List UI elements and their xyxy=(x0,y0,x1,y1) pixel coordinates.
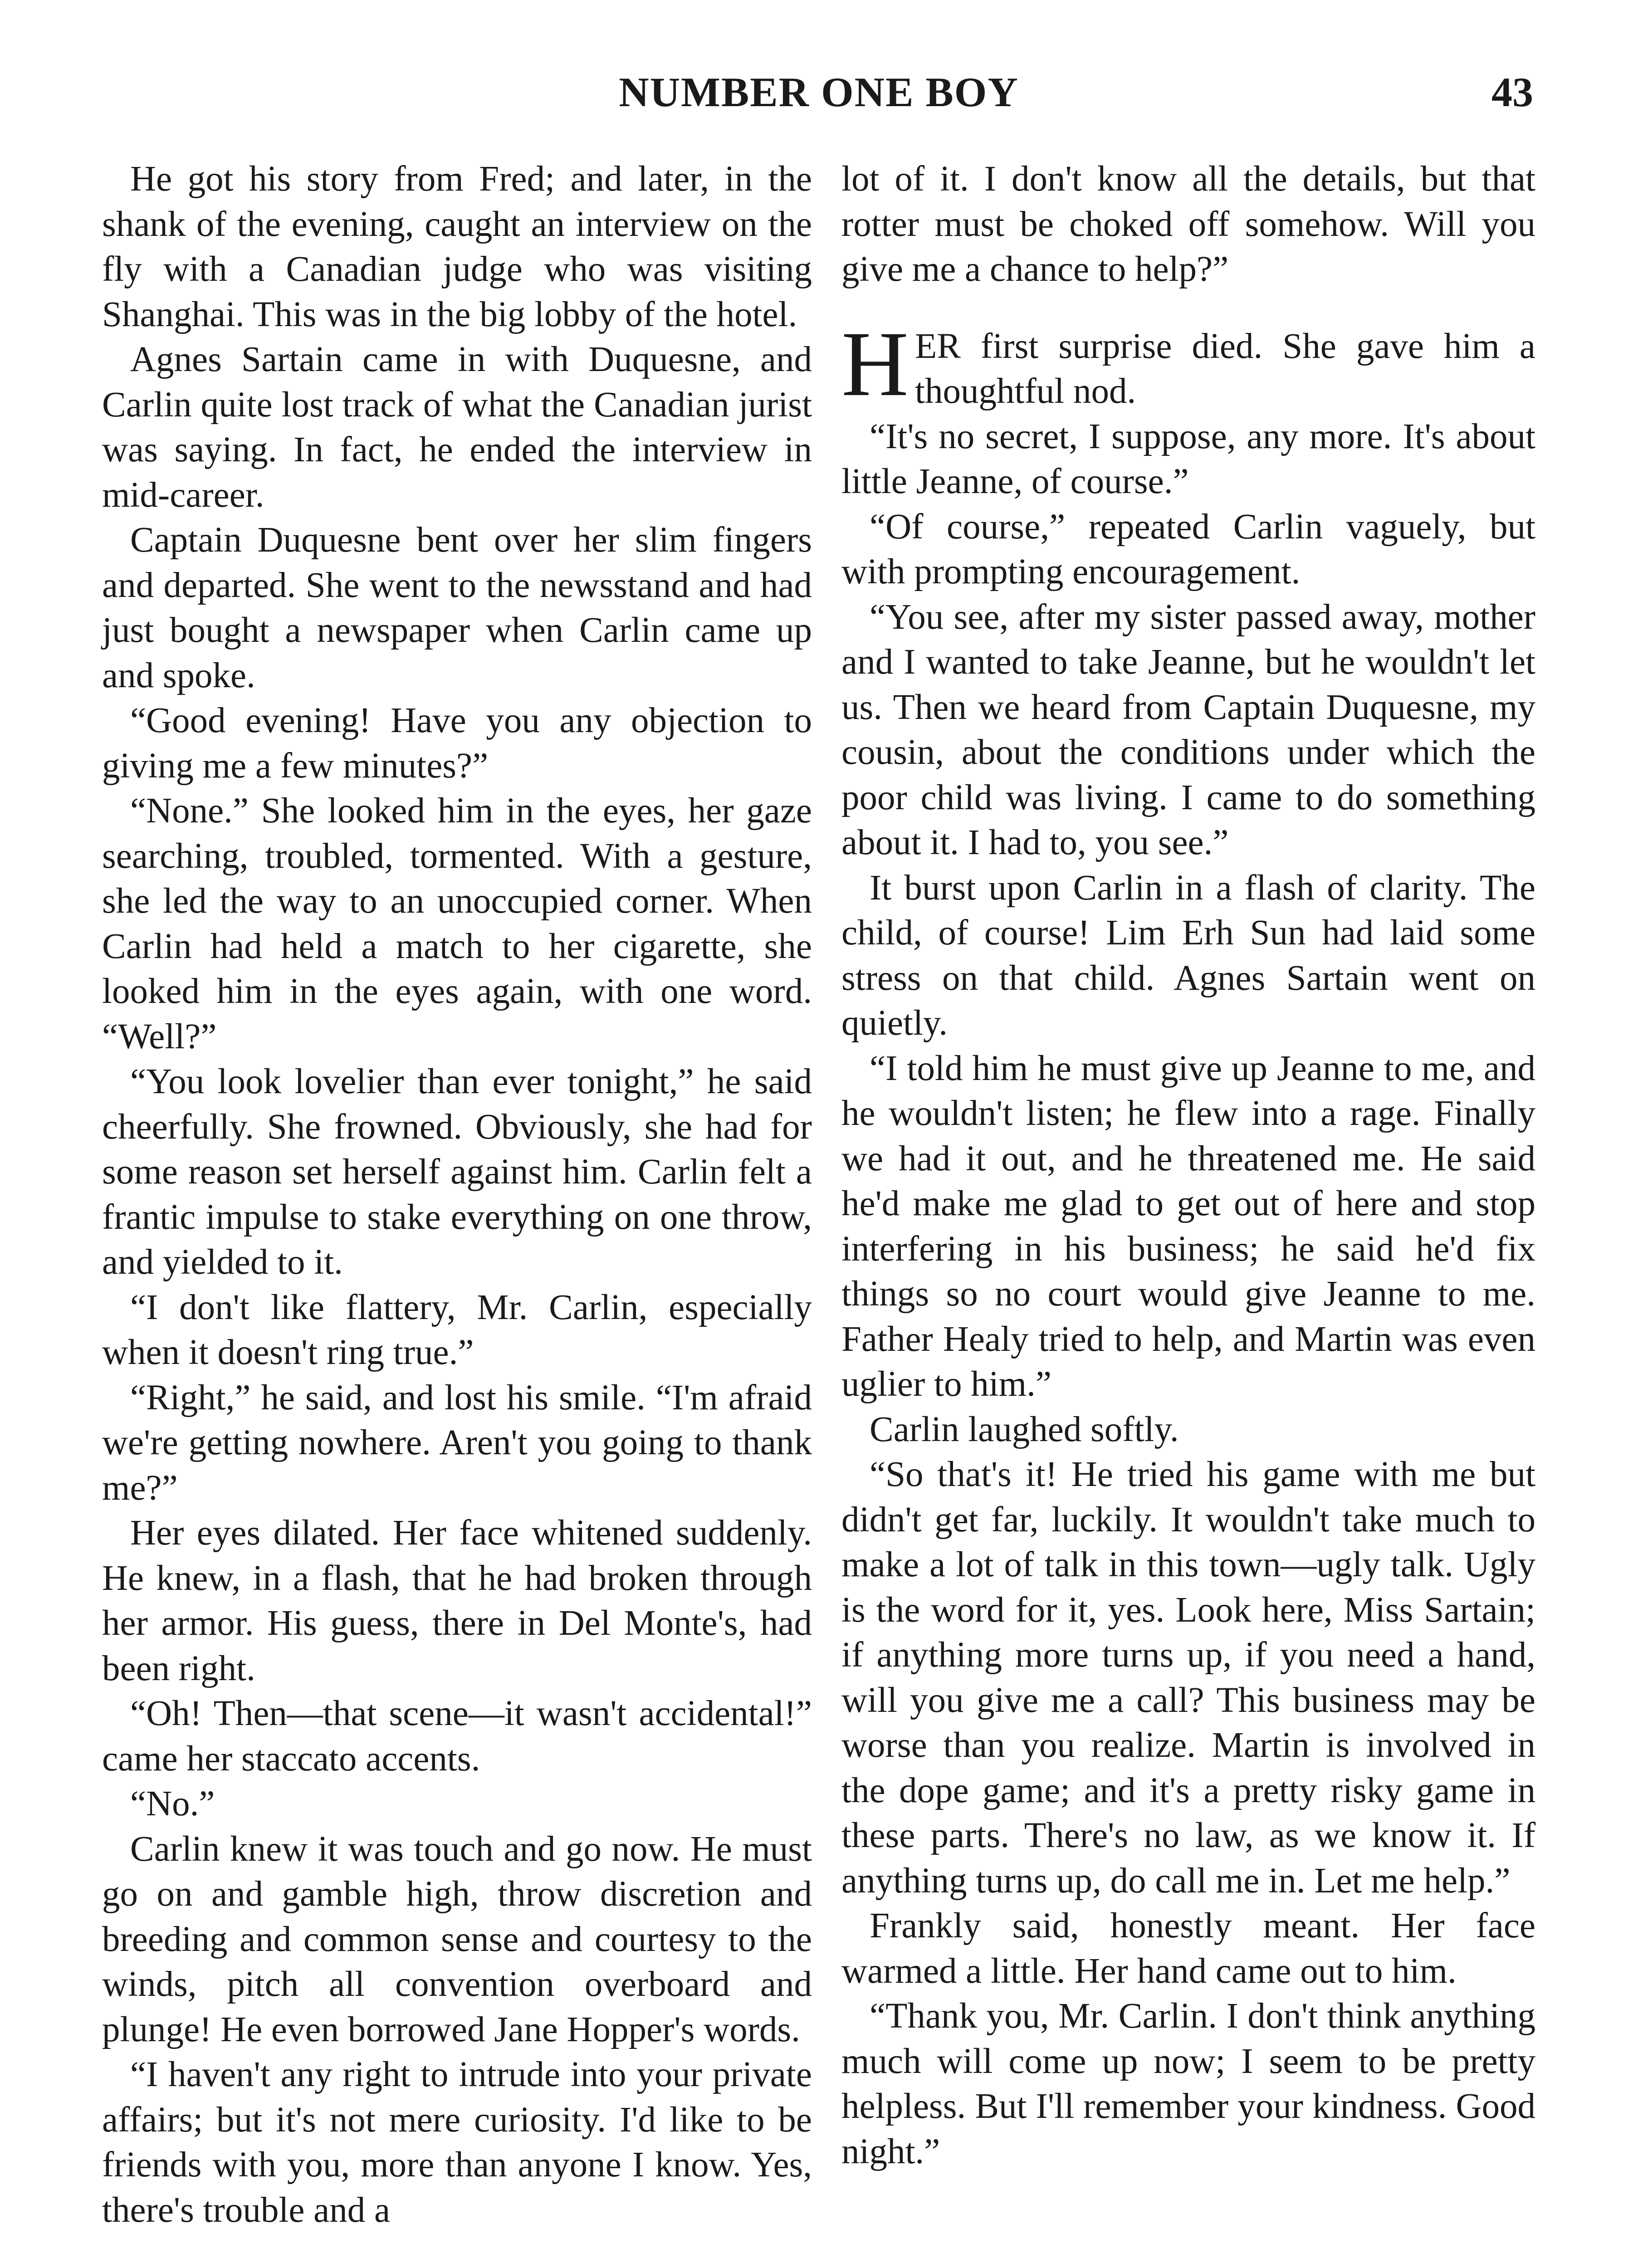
paragraph: Captain Duquesne bent over her slim fingers and departed. She went to the newsstand and had just bought a newspaper when Carlin came up and spoke. xyxy=(102,520,812,695)
paragraph: “Of course,” repeated Carlin vaguely, but with prompting encouragement. xyxy=(841,507,1535,591)
paragraph: “Good evening! Have you any objection to giving me a few minutes?” xyxy=(102,701,812,786)
paragraph: Carlin laughed softly. xyxy=(870,1409,1179,1449)
paragraph: Frankly said, honestly meant. Her face warmed a little. Her hand came out to him. xyxy=(841,1906,1535,1991)
paragraph: “None.” She looked him in the eyes, her gaze searching, troubled, tormented. With a gesture, she led the way to an unoccupied corner. When Carlin had held a match to her cigarette, she looked him in the eyes again, with one word. “Well?” xyxy=(102,791,812,1056)
drop-cap-paragraph xyxy=(841,312,1535,415)
paragraph: It burst upon Carlin in a flash of clarity. The child, of course! Lim Erh Sun had laid some stress on that child. Agnes Sartain went on quietly. xyxy=(841,868,1535,1043)
section-break xyxy=(841,292,1535,324)
running-title: NUMBER ONE BOY xyxy=(619,69,1019,115)
right-column xyxy=(841,156,1535,2174)
paragraph: “It's no secret, I suppose, any more. It's about little Jeanne, of course.” xyxy=(841,416,1535,501)
paragraph: “I haven't any right to intrude into your private affairs; but it's not mere curiosity. I'd like to be friends with you, more than anyone I know. Yes, there's trouble and a xyxy=(102,2055,812,2230)
paragraph: “Right,” he said, and lost his smile. “I'm afraid we're getting nowhere. Aren't you going to thank me?” xyxy=(102,1378,812,1508)
paragraph: “I don't like flattery, Mr. Carlin, especially when it doesn't ring true.” xyxy=(102,1287,812,1372)
page-number: 43 xyxy=(1491,69,1533,115)
drop-cap-text: ER first surprise died. She gave him a thoughtful nod. xyxy=(915,326,1535,411)
paragraph: Her eyes dilated. Her face whitened suddenly. He knew, in a flash, that he had broken through her armor. His guess, there in Del Monte's, had been right. xyxy=(102,1513,812,1688)
page-header xyxy=(104,68,1533,122)
paragraph: “No.” xyxy=(130,1784,215,1823)
paragraph: “Oh! Then—that scene—it wasn't accidental!” came her staccato accents. xyxy=(102,1694,812,1779)
paragraph: “You see, after my sister passed away, mother and I wanted to take Jeanne, but he wouldn't let us. Then we heard from Captain Duquesne, my cousin, about the conditions under which the poor child was living. I came to do something about it. I had to, you see.” xyxy=(841,597,1535,862)
paragraph: Agnes Sartain came in with Duquesne, and Carlin quite lost track of what the Canadian jurist was saying. In fact, he ended the interview in mid-career. xyxy=(102,340,812,515)
paragraph: He got his story from Fred; and later, in the shank of the evening, caught an interview on the fly with a Canadian judge who was visiting Shanghai. This was in the big lobby of the hotel. xyxy=(102,159,812,334)
paragraph: Carlin knew it was touch and go now. He must go on and gamble high, throw discretion and breeding and common sense and courtesy to the winds, pitch all convention overboard and plunge! He even borrowed Jane Hopper's words. xyxy=(102,1829,812,2049)
continued-paragraph: lot of it. I don't know all the details, but that rotter must be choked off somehow. Will you give me a chance to help?” xyxy=(841,159,1535,289)
paragraph: “So that's it! He tried his game with me but didn't get far, luckily. It wouldn't take much to make a lot of talk in this town—ugly talk. Ugly is the word for it, yes. Look here, Miss Sartain; if anything more turns up, if you need a hand, will you give me a call? This business may be worse than you realize. Martin is involved in the dope game; and it's a pretty risky game in these parts. There's no law, as we know it. If anything turns up, do call me in. Let me help.” xyxy=(841,1455,1535,1901)
drop-cap-letter: H xyxy=(841,312,909,415)
paragraph: “Thank you, Mr. Carlin. I don't think anything much will come up now; I seem to be pretty helpless. But I'll remember your kindness. Good night.” xyxy=(841,1996,1535,2171)
left-column xyxy=(102,156,812,2233)
paragraph: “You look lovelier than ever tonight,” he said cheerfully. She frowned. Obviously, she had for some reason set herself against him. Carlin felt a frantic impulse to stake everything on one throw, and yielded to it. xyxy=(102,1062,812,1282)
paragraph: “I told him he must give up Jeanne to me, and he wouldn't listen; he flew into a rage. Finally we had it out, and he threatened me. He said he'd make me glad to get out of here and stop interfering in his business; he said he'd fix things so no court would give Jeanne to me. Father Healy tried to help, and Martin was even uglier to him.” xyxy=(841,1048,1535,1404)
